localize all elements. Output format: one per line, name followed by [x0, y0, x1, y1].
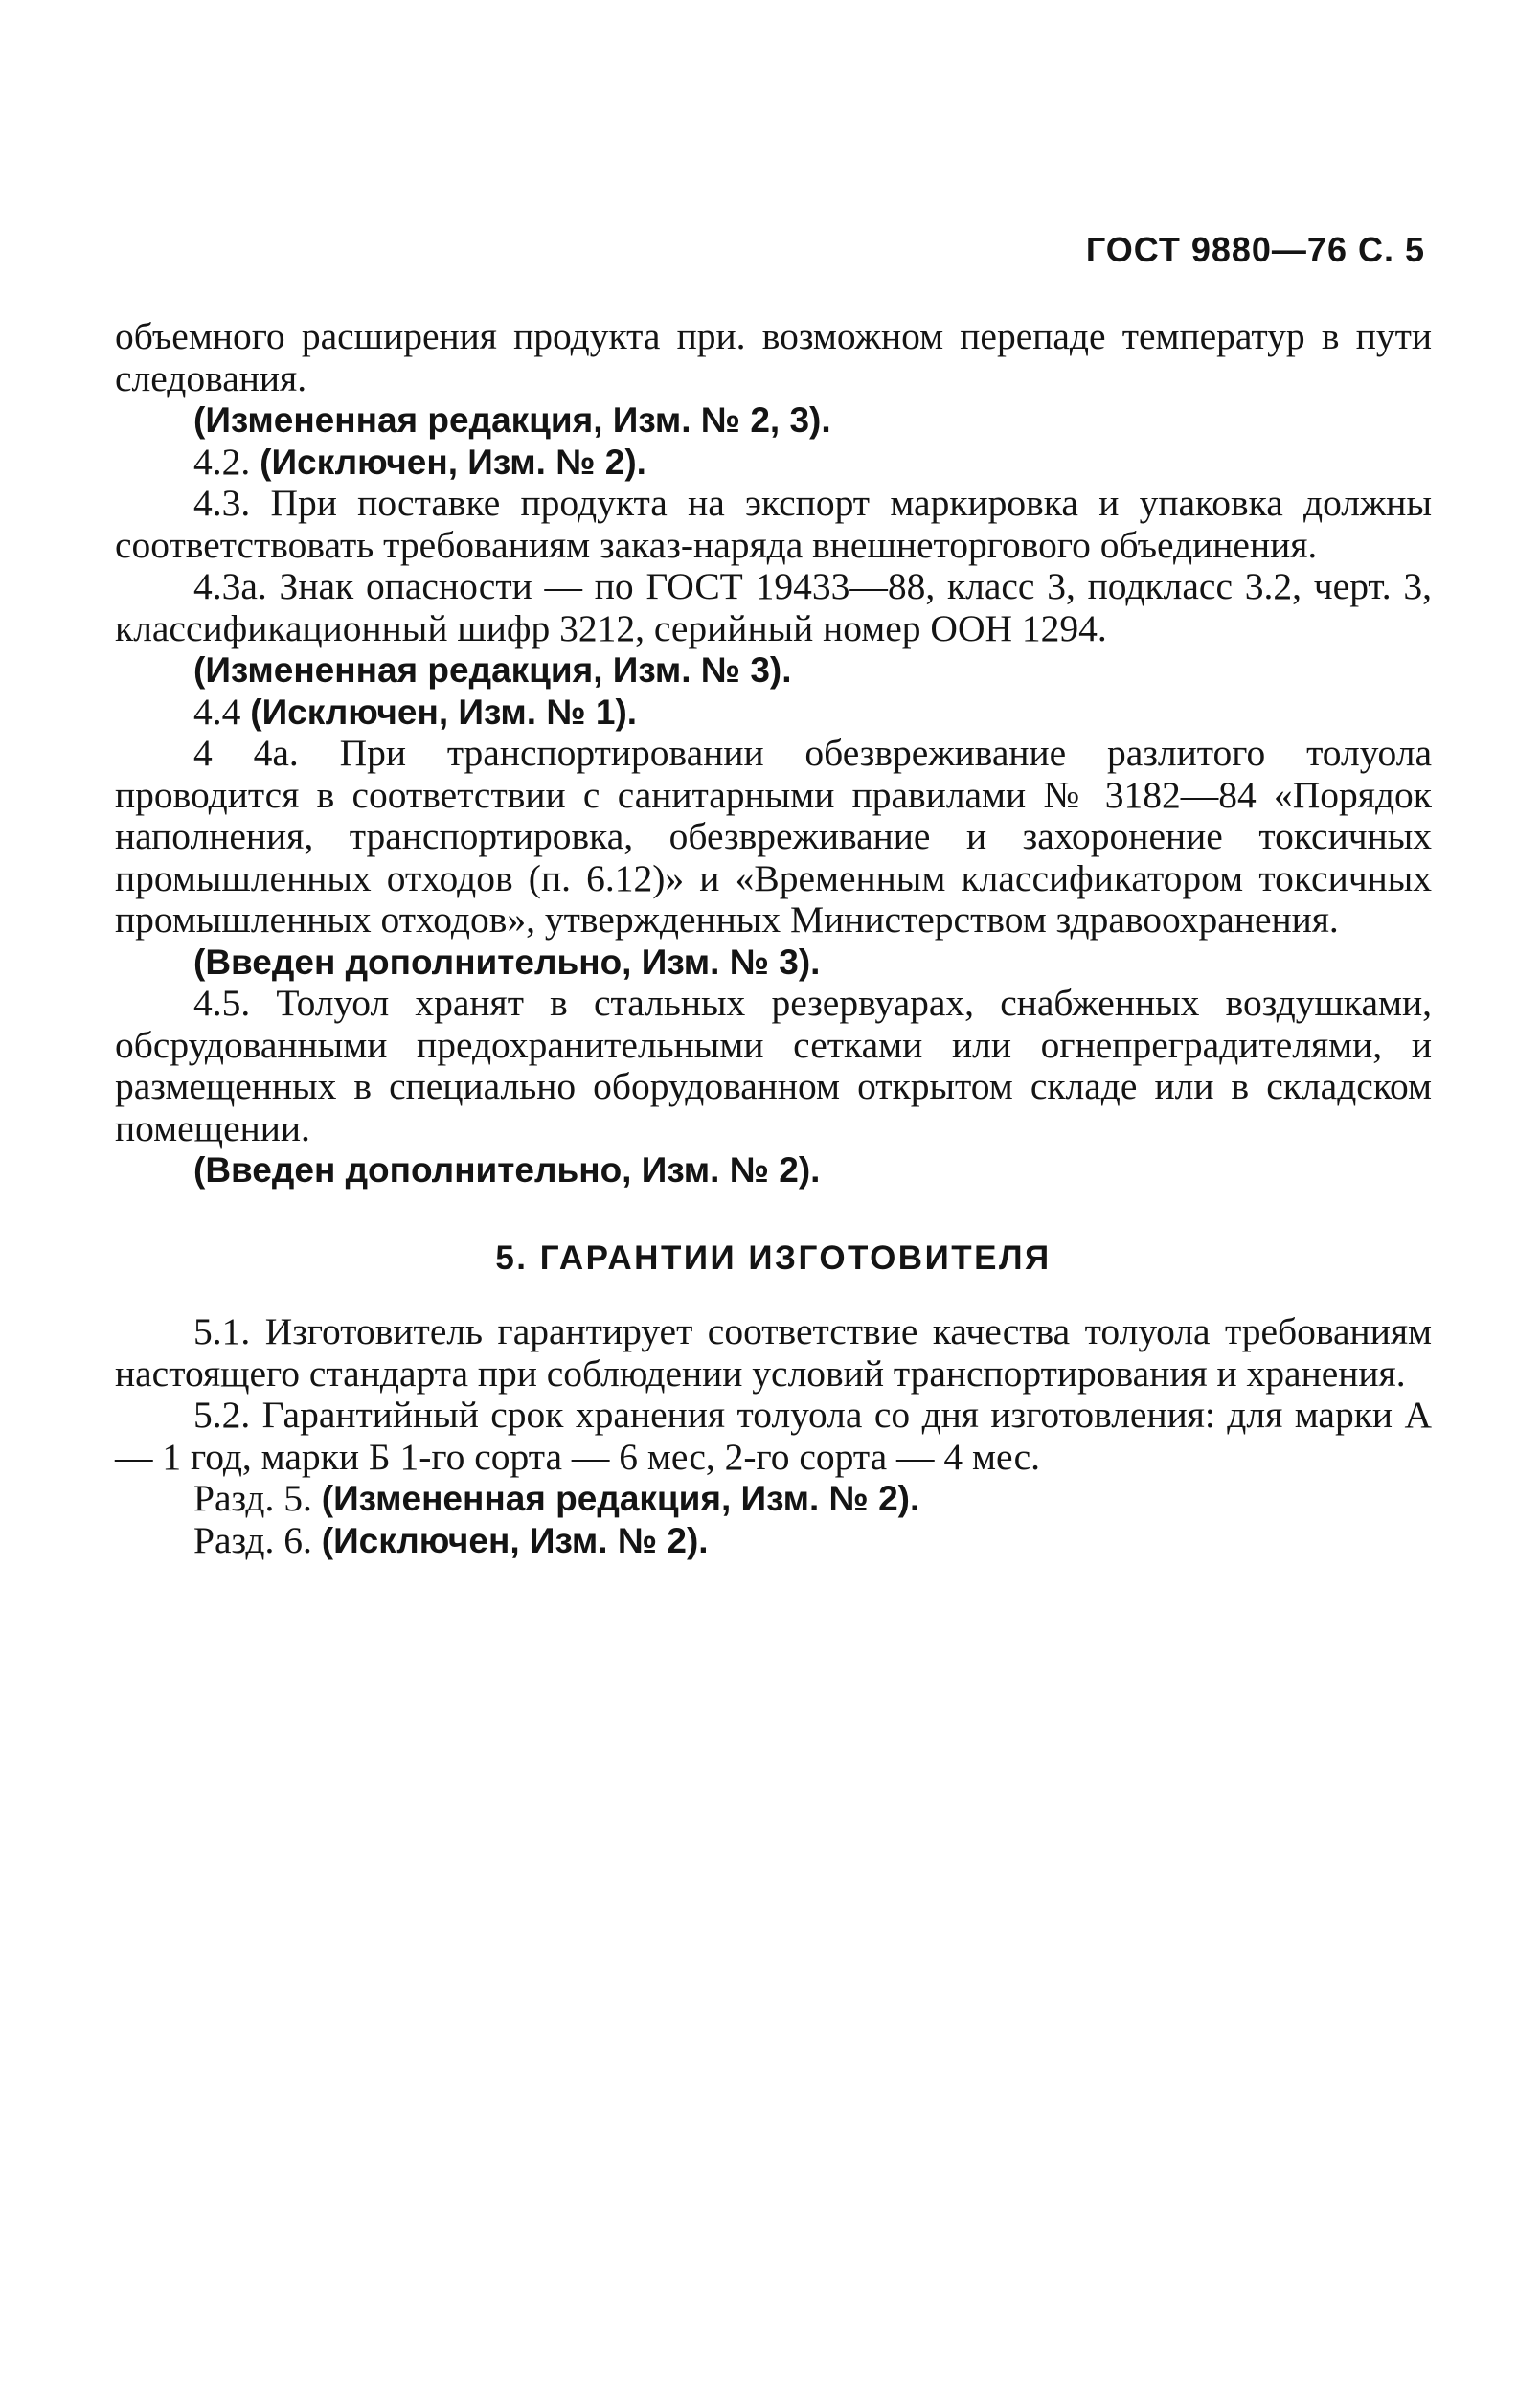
amendment-note: (Исключен, Изм. № 2). — [321, 1520, 709, 1560]
amendment-note: (Введен дополнительно, Изм. № 3). — [193, 942, 821, 982]
section-title: 5. ГАРАНТИИ ИЗГОТОВИТЕЛЯ — [495, 1238, 1052, 1277]
document-body — [115, 316, 1432, 1561]
clause-4-4 — [115, 692, 1432, 734]
clause-4-3a: 4.3а. Знак опасности — по ГОСТ 19433—88, класс 3, подкласс 3.2, черт. 3, классификационный шифр 3212, серийный номер ООН 1294. — [115, 565, 1432, 649]
clause-5-1: 5.1. Изготовитель гарантирует соответствие качества толуола требованиям настоящего стандарта при соблюдении условий транспортирования и хранения. — [115, 1310, 1432, 1395]
clause-number: 4.4 — [193, 690, 251, 733]
section-ref: Разд. 5. — [193, 1477, 322, 1519]
paragraph-continuation: объемного расширения продукта при. возможном перепаде температур в пути следования. — [115, 315, 1432, 399]
clause-number: 4.2. — [193, 440, 260, 483]
section-ref: Разд. 6. — [193, 1518, 322, 1561]
section-6-note — [115, 1520, 1432, 1562]
clause-4-4a: 4 4а. При транспортировании обезвреживание разлитого толуола проводится в соответствии с санитарными правилами № 3182—84 «Порядок наполнения, транспортировка, обезвреживание и захоронение токсичных промышленных отходов (п. 6.12)» и «Временным классификатором токсичных промышленных отходов», утвержденных Министерством здравоохранения. — [115, 732, 1432, 941]
amendment-note: (Измененная редакция, Изм. № 3). — [193, 650, 792, 690]
page-header: ГОСТ 9880—76 С. 5 — [1085, 230, 1425, 269]
clause-4-5: 4.5. Толуол хранят в стальных резервуарах, снабженных воздушками, обсрудованными предохранительными сетками или огнепреградителями, и размещенных в специально оборудованном открытом складе или в складском помещении. — [115, 982, 1432, 1149]
clause-4-2 — [115, 442, 1432, 484]
amendment-note: (Измененная редакция, Изм. № 2). — [321, 1479, 920, 1518]
clause-5-2: 5.2. Гарантийный срок хранения толуола со дня изготовления: для марки А — 1 год, марки Б 1-го сорта — 6 мес, 2-го сорта — 4 мес. — [115, 1394, 1432, 1478]
amendment-note: (Измененная редакция, Изм. № 2, 3). — [193, 400, 831, 440]
amendment-note: (Исключен, Изм. № 2). — [260, 442, 646, 482]
amendment-note: (Исключен, Изм. № 1). — [250, 692, 638, 732]
amendment-note: (Введен дополнительно, Изм. № 2). — [193, 1150, 821, 1190]
clause-4-3: 4.3. При поставке продукта на экспорт маркировка и упаковка должны соответствовать требованиям заказ-наряда внешнеторгового объединения. — [115, 482, 1432, 566]
section-5-note — [115, 1478, 1432, 1520]
